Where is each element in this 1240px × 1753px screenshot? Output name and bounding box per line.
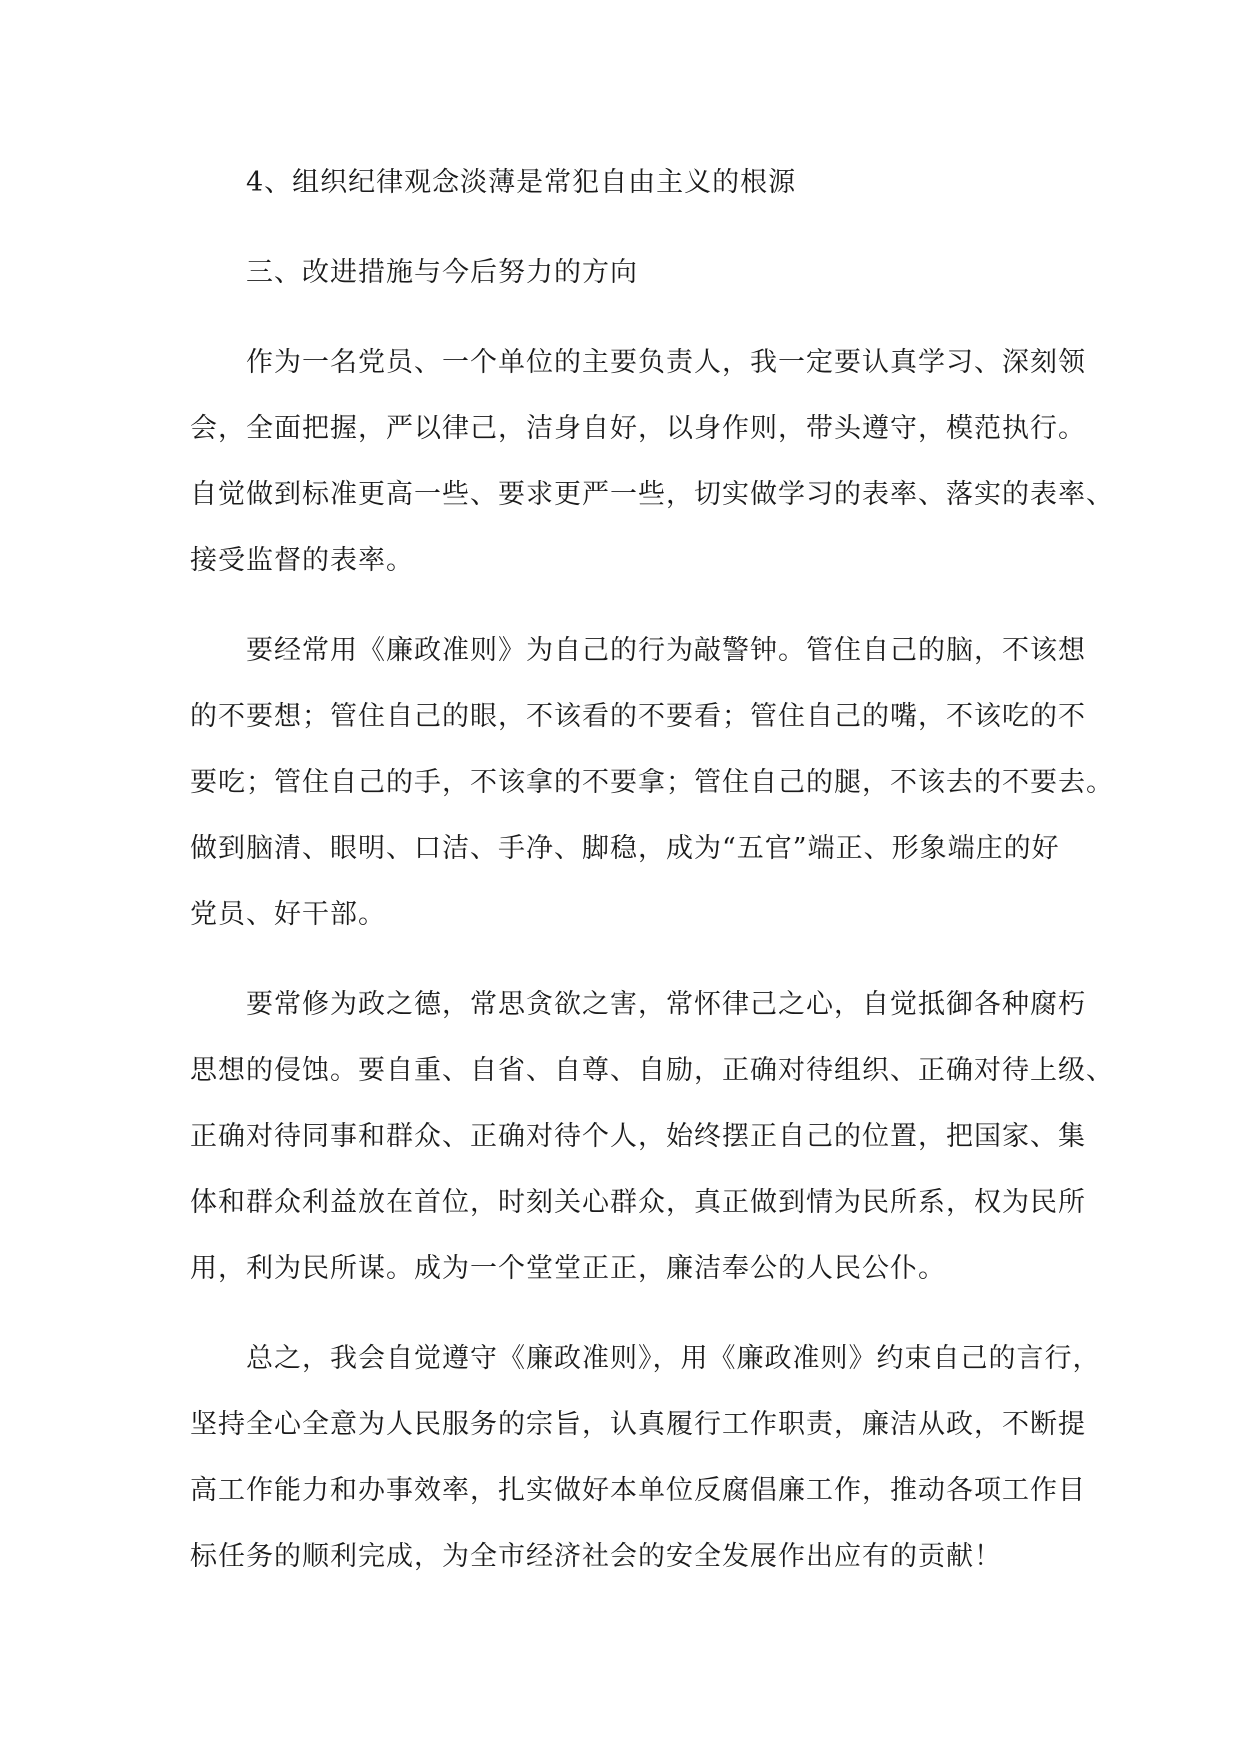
paragraph-line: 会，全面把握，严以律己，洁身自好，以身作则，带头遵守，模范执行。 <box>190 413 1086 444</box>
paragraph-line: 要经常用《廉政准则》为自己的行为敲警钟。管住自己的脑，不该想 <box>246 635 1086 666</box>
paragraph-line: 自觉做到标准更高一些、要求更严一些，切实做学习的表率、落实的表率、 <box>190 479 1114 510</box>
paragraph-gap <box>190 948 1050 972</box>
paragraph-line: 党员、好干部。 <box>190 899 386 930</box>
paragraph-line: 要吃；管住自己的手，不该拿的不要拿；管住自己的腿，不该去的不要去。 <box>190 767 1114 798</box>
paragraph-line: 总之，我会自觉遵守《廉政准则》，用《廉政准则》约束自己的言行， <box>246 1343 1101 1374</box>
paragraph-gap <box>190 594 1050 618</box>
paragraph-2 <box>190 618 1114 948</box>
paragraph-line: 接受监督的表率。 <box>190 545 414 576</box>
document-body <box>190 150 1114 1590</box>
section-3-heading: 三、改进措施与今后努力的方向 <box>246 257 638 288</box>
paragraph-line: 作为一名党员、一个单位的主要负责人，我一定要认真学习、深刻领 <box>246 347 1086 378</box>
item-4-heading: 4、组织纪律观念淡薄是常犯自由主义的根源 <box>246 167 797 198</box>
paragraph-line: 要常修为政之德，常思贪欲之害，常怀律己之心，自觉抵御各种腐朽 <box>246 989 1086 1020</box>
paragraph-gap <box>190 1302 1050 1326</box>
paragraph-gap <box>190 216 1050 240</box>
paragraph-line: 标任务的顺利完成，为全市经济社会的安全发展作出应有的贡献！ <box>190 1541 1002 1572</box>
paragraph-line: 坚持全心全意为人民服务的宗旨，认真履行工作职责，廉洁从政，不断提 <box>190 1409 1086 1440</box>
paragraph-line: 高工作能力和办事效率，扎实做好本单位反腐倡廉工作，推动各项工作目 <box>190 1475 1086 1506</box>
paragraph-line: 的不要想；管住自己的眼，不该看的不要看；管住自己的嘴，不该吃的不 <box>190 701 1086 732</box>
paragraph-line: 体和群众利益放在首位，时刻关心群众，真正做到情为民所系，权为民所 <box>190 1187 1086 1218</box>
paragraph-3 <box>190 972 1114 1302</box>
paragraph-1 <box>190 330 1114 594</box>
paragraph-line: 思想的侵蚀。要自重、自省、自尊、自励，正确对待组织、正确对待上级、 <box>190 1055 1114 1086</box>
paragraph-4 <box>190 1326 1101 1590</box>
paragraph-line: 用，利为民所谋。成为一个堂堂正正，廉洁奉公的人民公仆。 <box>190 1253 946 1284</box>
paragraph-line: 做到脑清、眼明、口洁、手净、脚稳，成为“五官”端正、形象端庄的好 <box>190 833 1060 864</box>
paragraph-gap <box>190 306 1050 330</box>
paragraph-line: 正确对待同事和群众、正确对待个人，始终摆正自己的位置，把国家、集 <box>190 1121 1086 1152</box>
